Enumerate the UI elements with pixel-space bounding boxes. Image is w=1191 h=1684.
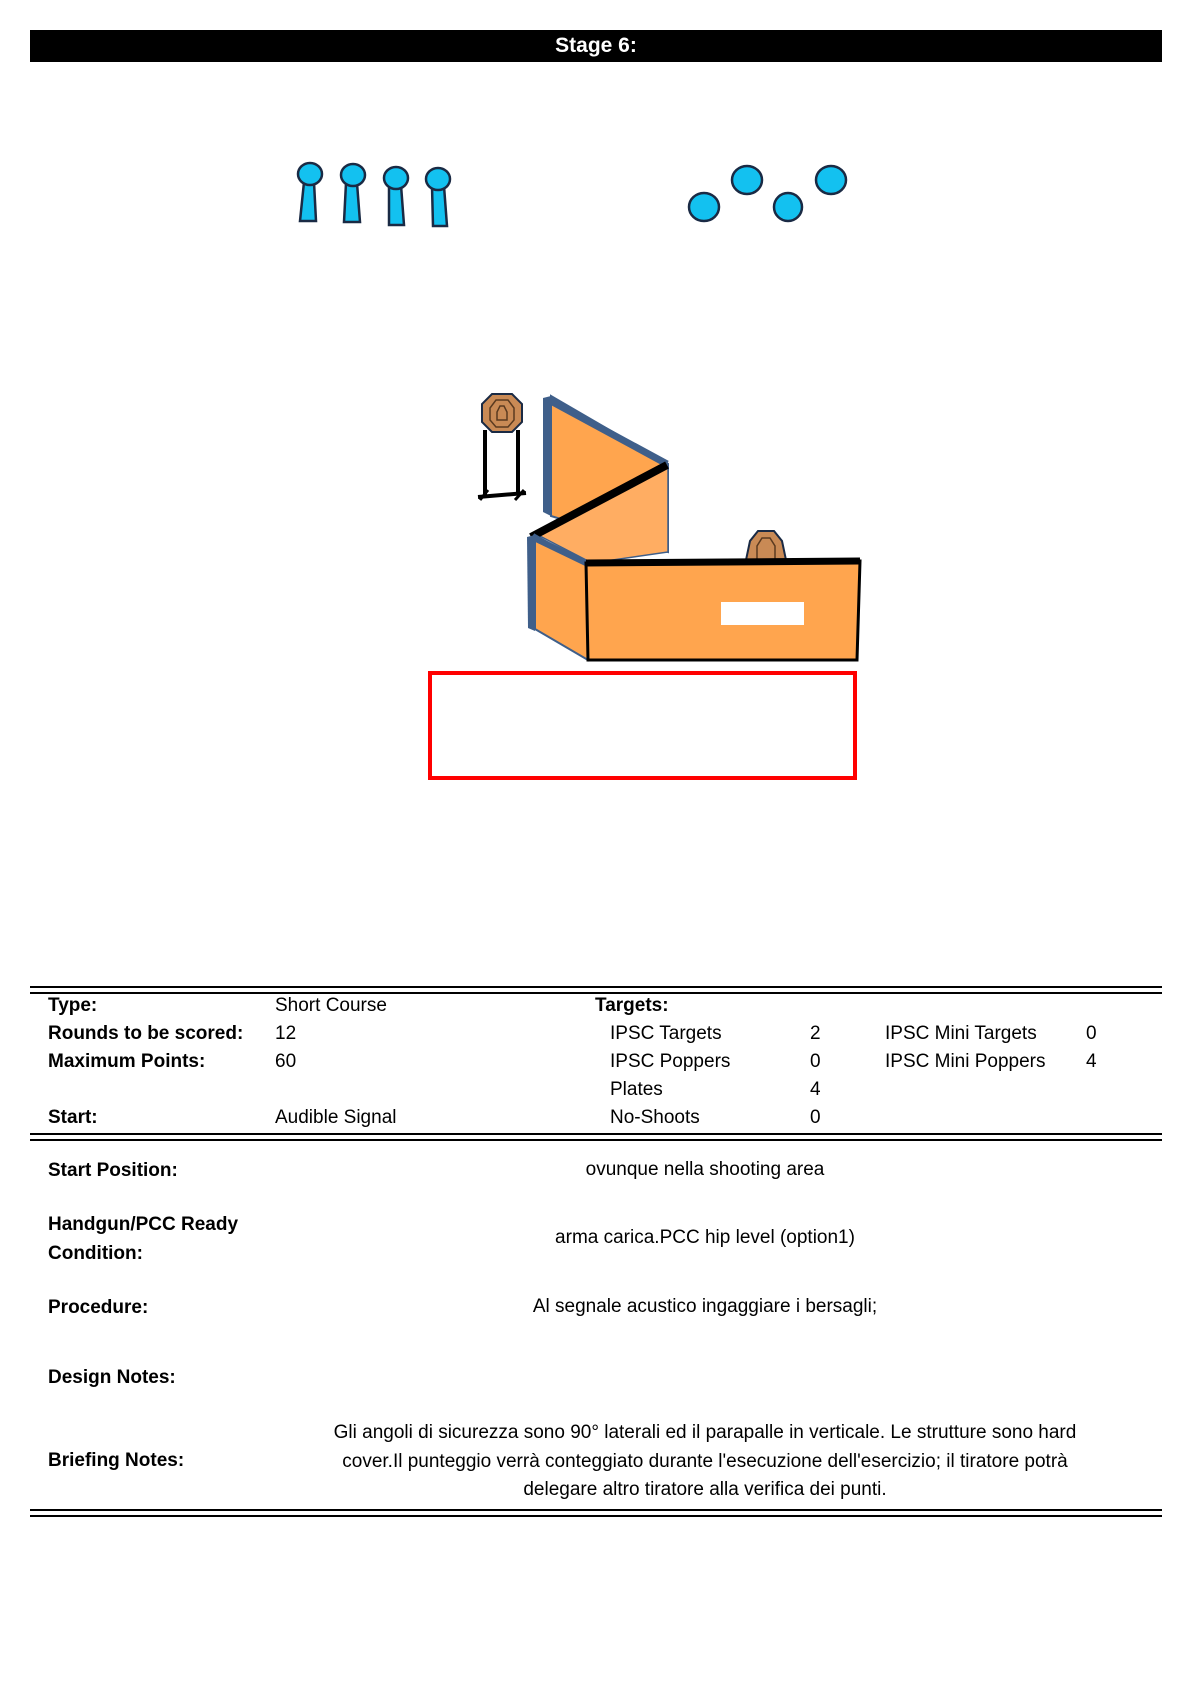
max-points-value: 60	[275, 1051, 297, 1072]
start-label: Start:	[48, 1107, 98, 1128]
plate-icon	[732, 166, 762, 194]
rounds-label: Rounds to be scored:	[48, 1023, 244, 1044]
targets-header: Targets:	[595, 995, 669, 1016]
table-bottom-rule	[30, 1509, 1162, 1517]
mini-target-count: 4	[1086, 1051, 1097, 1072]
plate-icon	[774, 193, 802, 221]
target-label: IPSC Poppers	[610, 1051, 731, 1072]
briefing-notes-line: cover.Il punteggio verrà conteggiato durante l'esecuzione dell'esercizio; il tiratore potrà	[342, 1450, 1068, 1472]
start-position-label: Start Position:	[48, 1160, 178, 1181]
start-value: Audible Signal	[275, 1107, 397, 1128]
type-value: Short Course	[275, 995, 387, 1016]
procedure-value: Al segnale acustico ingaggiare i bersagli;	[532, 1296, 878, 1317]
shooting-area-box	[430, 673, 855, 778]
mini-target-label: IPSC Mini Targets	[885, 1023, 1037, 1044]
target-label: No-Shoots	[610, 1107, 700, 1128]
mini-target-count: 0	[1086, 1023, 1097, 1044]
mini-popper-icon	[298, 163, 322, 221]
ready-condition-label-line2: Condition:	[48, 1243, 143, 1264]
type-label: Type:	[48, 995, 98, 1016]
target-label: IPSC Targets	[610, 1023, 722, 1044]
target-count: 0	[810, 1107, 821, 1128]
briefing-notes-line: Gli angoli di sicurezza sono 90° laterali ed il parapalle in verticale. Le strutture sono hard	[333, 1422, 1077, 1443]
plates-icon	[689, 166, 846, 221]
table-mid-rule	[30, 1133, 1162, 1141]
mini-poppers-icon	[298, 163, 450, 226]
target-count: 2	[810, 1023, 821, 1044]
wall-structure-icon	[527, 396, 860, 660]
procedure-label: Procedure:	[48, 1297, 149, 1318]
stage-title: Stage 6:	[30, 30, 1162, 62]
mini-popper-icon	[384, 167, 408, 225]
wall-port-icon	[721, 602, 804, 625]
briefing-notes-label: Briefing Notes:	[48, 1450, 185, 1471]
ready-condition-label-line1: Handgun/PCC Ready	[48, 1214, 239, 1235]
mini-target-label: IPSC Mini Poppers	[885, 1051, 1046, 1072]
briefing-notes-value	[290, 1419, 1120, 1505]
design-notes-label: Design Notes:	[48, 1367, 176, 1388]
target-count: 4	[810, 1079, 821, 1100]
rounds-value: 12	[275, 1023, 297, 1044]
target-count: 0	[810, 1051, 821, 1072]
start-position-value: ovunque nella shooting area	[585, 1159, 825, 1180]
mini-popper-icon	[426, 168, 450, 226]
briefing-notes-line: delegare altro tiratore alla verifica dei punti.	[523, 1479, 887, 1500]
plate-icon	[816, 166, 846, 194]
ipsc-target-icon	[746, 531, 786, 560]
ipsc-target-stand-icon	[478, 394, 526, 500]
stage-diagram	[0, 80, 1191, 820]
mini-popper-icon	[341, 164, 365, 222]
target-label: Plates	[610, 1079, 663, 1100]
plate-icon	[689, 193, 719, 221]
ready-condition-value: arma carica.PCC hip level (option1)	[555, 1227, 855, 1248]
max-points-label: Maximum Points:	[48, 1051, 206, 1072]
table-top-rule	[30, 986, 1162, 994]
